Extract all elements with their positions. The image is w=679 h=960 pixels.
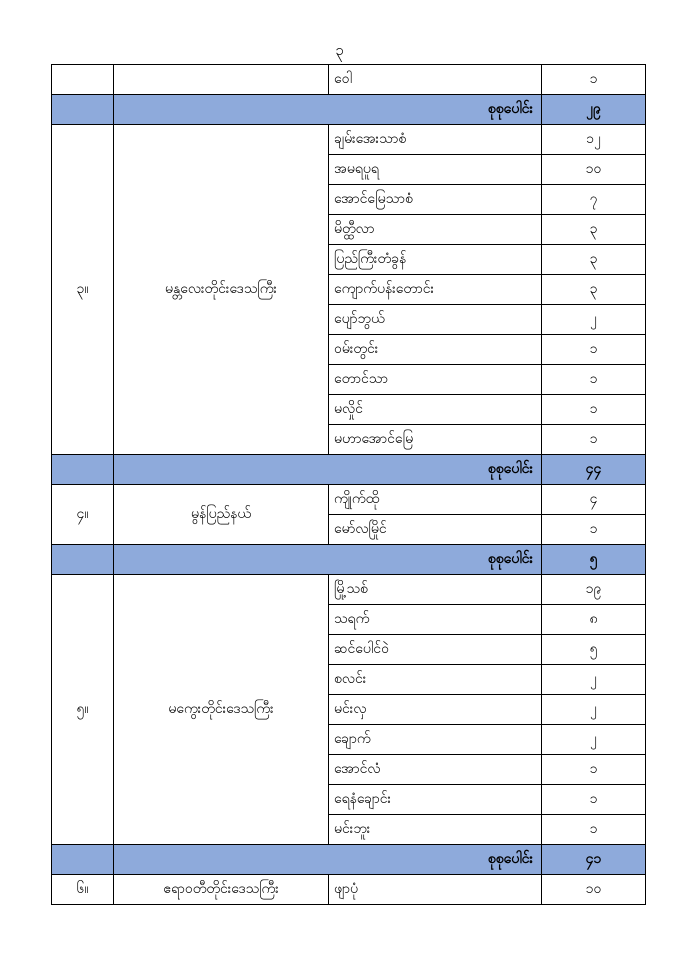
count-cell: ၂ (542, 305, 646, 335)
total-blank-cell (52, 455, 114, 485)
township-cell: ကျိုက်ထို (329, 485, 542, 515)
township-cell: ချမ်းအေးသာစံ (329, 125, 542, 155)
total-value: ၄၄ (542, 455, 646, 485)
row-number-cell: ၅။ (52, 575, 114, 845)
total-label: စုစုပေါင်း (114, 455, 542, 485)
count-cell: ၂ (542, 725, 646, 755)
township-cell: ဝေါ (329, 65, 542, 95)
township-cell: အောင်မြေသာစံ (329, 185, 542, 215)
township-cell: ပြည်ကြီးတံခွန် (329, 245, 542, 275)
region-cell: မွန်ပြည်နယ် (114, 485, 329, 545)
township-cell: ကျောက်ပန်းတောင်း (329, 275, 542, 305)
count-cell: ၅ (542, 635, 646, 665)
count-cell: ၂ (542, 695, 646, 725)
count-cell: ၁၂ (542, 125, 646, 155)
count-cell: ၁ (542, 425, 646, 455)
total-row (52, 845, 646, 875)
township-cell: မဟာအောင်မြေ (329, 425, 542, 455)
count-cell: ၄ (542, 485, 646, 515)
township-cell: စလင်း (329, 665, 542, 695)
total-value: ၂၉ (542, 95, 646, 125)
count-cell: ၈ (542, 605, 646, 635)
count-cell: ၁ (542, 335, 646, 365)
count-cell: ၃ (542, 275, 646, 305)
township-cell: ပျော်ဘွယ် (329, 305, 542, 335)
page-number: ၃ (335, 41, 344, 59)
township-cell: မင်းလှ (329, 695, 542, 725)
count-cell: ၂ (542, 665, 646, 695)
row-number-cell: ၄။ (52, 485, 114, 545)
count-cell: ၁၀ (542, 155, 646, 185)
count-cell: ၁ (542, 755, 646, 785)
total-blank-cell (52, 545, 114, 575)
township-cell: ဆင်ပေါင်ဝဲ (329, 635, 542, 665)
township-cell: မော်လမြိုင် (329, 515, 542, 545)
total-value: ၅ (542, 545, 646, 575)
row-number-cell: ၃။ (52, 125, 114, 455)
count-cell: ၁ (542, 785, 646, 815)
township-cell: မလှိုင် (329, 395, 542, 425)
table-row (52, 485, 646, 515)
table-row (52, 125, 646, 155)
count-cell: ၃ (542, 215, 646, 245)
region-cell: ဧရာဝတီတိုင်းဒေသကြီး (114, 875, 329, 905)
total-row (52, 455, 646, 485)
count-cell: ၁ (542, 65, 646, 95)
township-cell: မြို့သစ် (329, 575, 542, 605)
township-cell: တောင်သာ (329, 365, 542, 395)
region-cell: မကွေးတိုင်းဒေသကြီး (114, 575, 329, 845)
row-number-cell (52, 65, 114, 95)
total-label: စုစုပေါင်း (114, 95, 542, 125)
township-cell: ဝမ်းတွင်း (329, 335, 542, 365)
count-cell: ၁ (542, 515, 646, 545)
township-cell: မိတ္ထီလာ (329, 215, 542, 245)
township-cell: အမရပူရ (329, 155, 542, 185)
township-cell: သရက် (329, 605, 542, 635)
total-blank-cell (52, 845, 114, 875)
count-cell: ၁ (542, 395, 646, 425)
table-row (52, 575, 646, 605)
count-cell: ၁၀ (542, 875, 646, 905)
township-cell: ဖျာပုံ (329, 875, 542, 905)
total-value: ၄၁ (542, 845, 646, 875)
count-cell: ၇ (542, 185, 646, 215)
region-cell: မန္တလေးတိုင်းဒေသကြီး (114, 125, 329, 455)
row-number-cell: ၆။ (52, 875, 114, 905)
total-blank-cell (52, 95, 114, 125)
township-cell: မင်းဘူး (329, 815, 542, 845)
total-label: စုစုပေါင်း (114, 545, 542, 575)
region-cell (114, 65, 329, 95)
count-cell: ၁ (542, 815, 646, 845)
count-cell: ၁ (542, 365, 646, 395)
total-label: စုစုပေါင်း (114, 845, 542, 875)
table-row (52, 65, 646, 95)
total-row (52, 545, 646, 575)
township-cell: ရေနံချောင်း (329, 785, 542, 815)
township-cell: အောင်လံ (329, 755, 542, 785)
count-cell: ၃ (542, 245, 646, 275)
distribution-table (51, 64, 646, 905)
count-cell: ၁၉ (542, 575, 646, 605)
total-row (52, 95, 646, 125)
table-row (52, 875, 646, 905)
township-cell: ချောက် (329, 725, 542, 755)
